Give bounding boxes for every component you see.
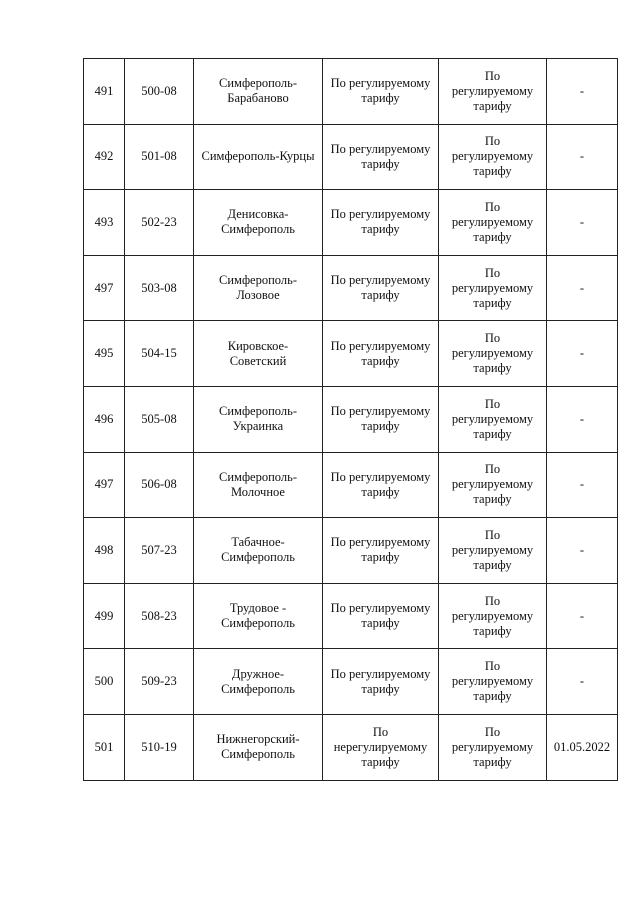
cell-tariff-b: По регулируемому тарифу [439, 321, 547, 387]
cell-tariff-b: По регулируемому тарифу [439, 59, 547, 125]
cell-route-name: Трудовое - Симферополь [194, 583, 323, 649]
cell-route-name: Симферополь- Барабаново [194, 59, 323, 125]
table-row [84, 59, 618, 125]
cell-tariff-a: По регулируемому тарифу [323, 59, 439, 125]
cell-number: 501 [84, 714, 125, 780]
cell-number: 496 [84, 386, 125, 452]
cell-tariff-b: По регулируемому тарифу [439, 518, 547, 584]
cell-route-code: 502-23 [125, 190, 194, 256]
cell-route-code: 500-08 [125, 59, 194, 125]
cell-number: 493 [84, 190, 125, 256]
table-row [84, 255, 618, 321]
cell-number: 491 [84, 59, 125, 125]
cell-date: - [547, 255, 618, 321]
cell-tariff-b: По регулируемому тарифу [439, 124, 547, 190]
cell-date: - [547, 190, 618, 256]
cell-number: 498 [84, 518, 125, 584]
table-row [84, 124, 618, 190]
cell-number: 495 [84, 321, 125, 387]
cell-route-name: Дружное- Симферополь [194, 649, 323, 715]
table-row [84, 714, 618, 780]
cell-number: 500 [84, 649, 125, 715]
cell-tariff-a: По нерегулируемому тарифу [323, 714, 439, 780]
cell-tariff-a: По регулируемому тарифу [323, 649, 439, 715]
cell-route-code: 510-19 [125, 714, 194, 780]
routes-table [83, 58, 618, 781]
cell-route-code: 505-08 [125, 386, 194, 452]
table-row [84, 386, 618, 452]
cell-tariff-a: По регулируемому тарифу [323, 190, 439, 256]
table-row [84, 190, 618, 256]
cell-route-code: 508-23 [125, 583, 194, 649]
cell-tariff-b: По регулируемому тарифу [439, 649, 547, 715]
cell-number: 499 [84, 583, 125, 649]
table-row [84, 452, 618, 518]
cell-tariff-b: По регулируемому тарифу [439, 452, 547, 518]
cell-tariff-a: По регулируемому тарифу [323, 452, 439, 518]
table-row [84, 649, 618, 715]
cell-tariff-b: По регулируемому тарифу [439, 386, 547, 452]
cell-tariff-a: По регулируемому тарифу [323, 124, 439, 190]
cell-tariff-a: По регулируемому тарифу [323, 583, 439, 649]
table-row [84, 321, 618, 387]
cell-tariff-b: По регулируемому тарифу [439, 255, 547, 321]
cell-route-name: Табачное- Симферополь [194, 518, 323, 584]
cell-date: - [547, 452, 618, 518]
cell-route-code: 503-08 [125, 255, 194, 321]
cell-date: - [547, 59, 618, 125]
cell-tariff-b: По регулируемому тарифу [439, 714, 547, 780]
cell-tariff-a: По регулируемому тарифу [323, 255, 439, 321]
cell-number: 497 [84, 452, 125, 518]
cell-date: - [547, 583, 618, 649]
cell-date: - [547, 124, 618, 190]
cell-route-name: Симферополь- Лозовое [194, 255, 323, 321]
cell-tariff-a: По регулируемому тарифу [323, 386, 439, 452]
cell-tariff-a: По регулируемому тарифу [323, 321, 439, 387]
cell-tariff-b: По регулируемому тарифу [439, 190, 547, 256]
cell-route-code: 501-08 [125, 124, 194, 190]
cell-date: - [547, 518, 618, 584]
cell-route-name: Нижнегорский- Симферополь [194, 714, 323, 780]
cell-route-code: 507-23 [125, 518, 194, 584]
routes-table-body [84, 59, 618, 781]
table-row [84, 583, 618, 649]
cell-number: 492 [84, 124, 125, 190]
cell-route-code: 509-23 [125, 649, 194, 715]
cell-date: - [547, 649, 618, 715]
cell-tariff-a: По регулируемому тарифу [323, 518, 439, 584]
cell-route-name: Симферополь- Украинка [194, 386, 323, 452]
cell-route-code: 506-08 [125, 452, 194, 518]
cell-route-name: Кировское- Советский [194, 321, 323, 387]
cell-date: - [547, 386, 618, 452]
cell-route-name: Симферополь-Курцы [194, 124, 323, 190]
cell-date: - [547, 321, 618, 387]
cell-route-name: Симферополь- Молочное [194, 452, 323, 518]
cell-date: 01.05.2022 [547, 714, 618, 780]
cell-number: 497 [84, 255, 125, 321]
table-row [84, 518, 618, 584]
cell-route-code: 504-15 [125, 321, 194, 387]
cell-route-name: Денисовка- Симферополь [194, 190, 323, 256]
cell-tariff-b: По регулируемому тарифу [439, 583, 547, 649]
